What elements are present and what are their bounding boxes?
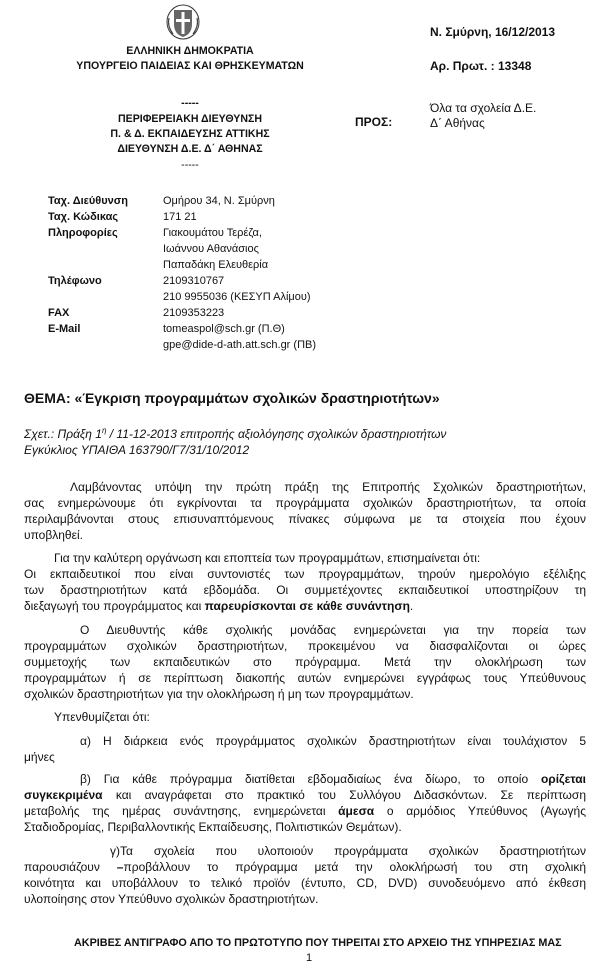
body-line: μεταβολής της ημέρας συνάντησης, ενημερώνεται άμεσα ο αρμόδιος Υπεύθυνος (Αγωγής — [24, 804, 586, 818]
greek-coat-of-arms-icon — [165, 4, 201, 40]
info-name: Ιωάννου Αθανάσιος — [163, 243, 259, 255]
address-label: Ταχ. Διεύθυνση — [48, 195, 128, 207]
protocol-number: Αρ. Πρωτ. : 13348 — [430, 59, 532, 73]
body-line: κοινότητα και υποβάλλουν το τελικό προϊόν (έντυπο, CD, DVD) συνοδευόμενο από έκθεση — [24, 876, 586, 890]
body-line: Ο Διευθυντής κάθε σχολικής μονάδας ενημερώνεται για την πορεία των — [80, 623, 586, 637]
body-line: Υπενθυμίζεται ότι: — [54, 710, 150, 724]
email-value: gpe@dide-d-ath.att.sch.gr (ΠΒ) — [163, 339, 317, 351]
body-line: μήνες — [24, 750, 55, 764]
postcode-value: 171 21 — [163, 211, 197, 223]
body-line: προγραμμάτων σχολικών δραστηριοτήτων, προκειμένου να διασφαλίζονται οι ώρες — [24, 639, 586, 653]
separator: ----- — [181, 159, 199, 171]
country-name: ΕΛΛΗΝΙΚΗ ΔΗΜΟΚΡΑΤΙΑ — [126, 45, 254, 57]
recipient-line: Δ΄ Αθήνας — [430, 116, 485, 130]
body-line: σας ενημερώνουμε ότι εγκρίνονται τα προγράμματα σχολικών δραστηριοτήτων, τα οποία — [24, 496, 586, 510]
body-line: Οι εκπαιδευτικοί που είναι συντονιστές των προγραμμάτων, τηρούν ημερολόγιο εξέλιξης — [24, 567, 586, 581]
separator: ----- — [181, 97, 199, 109]
fax-value: 2109353223 — [163, 307, 225, 319]
info-label: Πληροφορίες — [48, 227, 118, 239]
postcode-label: Ταχ. Κώδικας — [48, 211, 119, 223]
reference-line: Εγκύκλιος ΥΠΑΙΘΑ 163790/Γ7/31/10/2012 — [24, 443, 250, 457]
body-line: υποβληθεί. — [24, 528, 83, 542]
phone-label: Τηλέφωνο — [48, 275, 102, 287]
body-line: Λαμβάνοντας υπόψη την πρώτη πράξη της Επιτροπής Σχολικών δραστηριοτήτων, — [70, 480, 586, 494]
recipient-label: ΠΡΟΣ: — [355, 115, 393, 129]
body-line: α) Η διάρκεια ενός προγράμματος σχολικών δραστηριοτήτων είναι τουλάχιστον 5 — [80, 734, 586, 748]
ministry-name: ΥΠΟΥΡΓΕΙΟ ΠΑΙΔΕΙΑΣ ΚΑΙ ΘΡΗΣΚΕΥΜΑΤΩΝ — [76, 60, 304, 72]
fax-label: FAX — [48, 307, 70, 319]
email-label: E-Mail — [48, 323, 81, 335]
education-name: Π. & Δ. ΕΚΠΑΙΔΕΥΣΗΣ ΑΤΤΙΚΗΣ — [110, 128, 270, 140]
address-value: Ομήρου 34, Ν. Σμύρνη — [163, 195, 275, 207]
phone-value: 2109310767 — [163, 275, 225, 287]
place-date: Ν. Σμύρνη, 16/12/2013 — [430, 25, 556, 39]
body-line: Για την καλύτερη οργάνωση και εποπτεία των προγραμμάτων, επισημαίνεται ότι: — [54, 551, 481, 565]
body-line: γ)Τα σχολεία που υλοποιούν προγράμματα σχολικών δραστηριοτήτων — [110, 844, 586, 858]
body-line: σχολικών δραστηριοτήτων για την ολοκλήρωση ή μη των προγραμμάτων. — [24, 687, 414, 701]
body-line: προγραμμάτων ή σε περίπτωση διακοπής αυτών ενημερώνει εγγράφως τους Υπεύθυνους — [24, 671, 586, 685]
body-line: περιλαμβάνονται στους επισυναπτόμενους πίνακες σύμφωνα με τα στοιχεία που έχουν — [24, 512, 586, 526]
reference-line: Σχετ.: Πράξη $1^\eta / 11-12-2013$ επιτροπής αξιολόγησης σχολικών δραστηριοτήτων — [24, 426, 447, 441]
subject-line: ΘΕΜΑ: «Έγκριση προγραμμάτων σχολικών δραστηριοτήτων» — [24, 390, 440, 406]
body-line: των δραστηριοτήτων κατά εβδομάδα. Οι συμμετέχοντες εκπαιδευτικοί υποστηρίζουν τη — [24, 583, 586, 597]
body-line: παρουσιάζουν –προβάλλουν το πρόγραμμα μετά την ολοκλήρωσή του στη σχολική — [24, 860, 586, 874]
footer-certified-copy: ΑΚΡΙΒΕΣ ΑΝΤΙΓΡΑΦΟ ΑΠΟ ΤΟ ΠΡΩΤΟΤΥΠΟ ΠΟΥ ΤΗΡΕΙΤΑΙ ΣΤΟ ΑΡΧΕΙΟ ΤΗΣ ΥΠΗΡΕΣΙΑΣ ΜΑΣ — [74, 937, 562, 949]
phone-value: 210 9955036 (ΚΕΣΥΠ Αλίμου) — [163, 291, 311, 303]
body-line: διεξαγωγή του προγράμματος και παρευρίσκονται σε κάθε συνάντηση. — [24, 599, 414, 613]
body-line: συγκεκριμένα και αναγράφεται στο πρακτικό του Συλλόγου Διδασκόντων. Σε περίπτωση — [24, 788, 586, 802]
directorate-name: ΔΙΕΥΘΥΝΣΗ Δ.Ε. Δ΄ ΑΘΗΝΑΣ — [117, 143, 263, 155]
info-name: Γιακουμάτου Τερέζα, — [163, 227, 262, 239]
body-line: υλοποίησης στον Υπεύθυνο σχολικών δραστηριοτήτων. — [24, 892, 319, 906]
email-value: tomeaspol@sch.gr (Π.Θ) — [163, 323, 285, 335]
info-name: Παπαδάκη Ελευθερία — [163, 259, 269, 271]
page-number: 1 — [306, 952, 313, 964]
body-line: Σταδιοδρομίας, Περιβαλλοντικής Εκπαίδευσης, Πολιτιστικών Θεμάτων). — [24, 820, 402, 834]
body-line: συμμετοχής των εκπαιδευτικών στο πρόγραμμα. Μετά την ολοκλήρωση των — [24, 655, 586, 669]
region-name: ΠΕΡΙΦΕΡΕΙΑΚΗ ΔΙΕΥΘΥΝΣΗ — [117, 113, 263, 125]
recipient-line: Όλα τα σχολεία Δ.Ε. — [430, 101, 537, 115]
body-line: β) Για κάθε πρόγραμμα διατίθεται εβδομαδιαίως ένα δίωρο, το οποίο ορίζεται — [80, 772, 586, 786]
